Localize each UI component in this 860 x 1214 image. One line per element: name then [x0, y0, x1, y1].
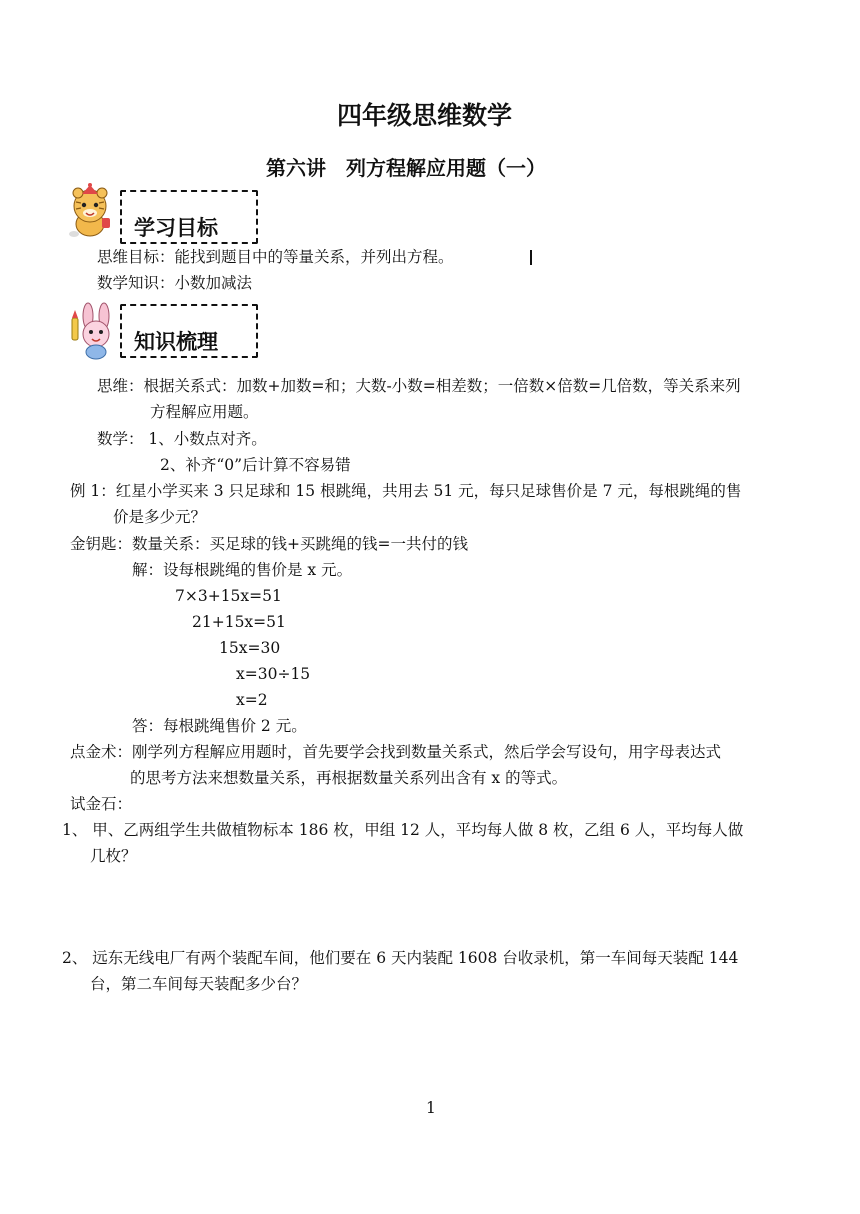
example-step-1: 7×3+15x=51	[175, 587, 282, 605]
tiger-mascot-icon	[62, 182, 120, 240]
text-cursor	[530, 250, 532, 265]
knowledge-thinking-line2: 方程解应用题。	[150, 403, 259, 421]
tip-line1: 点金术：刚学列方程解应用题时，首先要学会找到数量关系式，然后学会写设句，用字母表达式	[70, 743, 722, 761]
knowledge-math-line1: 数学： 1、小数点对齐。	[97, 430, 267, 448]
example-key: 金钥匙：数量关系：买足球的钱+买跳绳的钱=一共付的钱	[70, 535, 468, 553]
practice-2-line2: 台，第二车间每天装配多少台？	[90, 975, 308, 993]
example-step-4: x=30÷15	[236, 665, 311, 683]
practice-heading: 试金石：	[70, 795, 133, 813]
example-step-2: 21+15x=51	[192, 613, 286, 631]
section-goals-label: 学习目标	[134, 216, 218, 240]
practice-1-line2: 几枚？	[90, 847, 137, 865]
practice-1-line1: 1、 甲、乙两组学生共做植物标本 186 枚，甲组 12 人，平均每人做 8 枚，乙组 6 人，平均每人做	[62, 821, 744, 839]
goal-math: 数学知识：小数加减法	[97, 274, 253, 292]
example-answer: 答：每根跳绳售价 2 元。	[132, 717, 307, 735]
lesson-subtitle: 第六讲 列方程解应用题（一）	[266, 156, 546, 180]
knowledge-thinking-line1: 思维：根据关系式：加数+加数=和；大数-小数=相差数；一倍数×倍数=几倍数，等关系来列	[97, 377, 741, 395]
page-title: 四年级思维数学	[337, 101, 513, 130]
example-step-5: x=2	[236, 691, 268, 709]
knowledge-math-line2: 2、补齐“0”后计算不容易错	[160, 456, 351, 474]
example-solve: 解：设每根跳绳的售价是 x 元。	[132, 561, 353, 579]
example-step-3: 15x=30	[219, 639, 281, 657]
rabbit-mascot-icon	[70, 302, 122, 360]
example-question-line1: 例 1：红星小学买来 3 只足球和 15 根跳绳，共用去 51 元，每只足球售价是 7 元，每根跳绳的售	[70, 482, 742, 500]
goal-thinking: 思维目标：能找到题目中的等量关系，并列出方程。	[97, 248, 454, 266]
section-knowledge-label: 知识梳理	[134, 330, 218, 354]
tip-line2: 的思考方法来想数量关系，再根据数量关系列出含有 x 的等式。	[130, 769, 568, 787]
practice-2-line1: 2、 远东无线电厂有两个装配车间，他们要在 6 天内装配 1608 台收录机，第一车间每天装配 144	[62, 949, 739, 967]
page-number: 1	[426, 1099, 436, 1117]
example-question-line2: 价是多少元？	[113, 508, 207, 526]
